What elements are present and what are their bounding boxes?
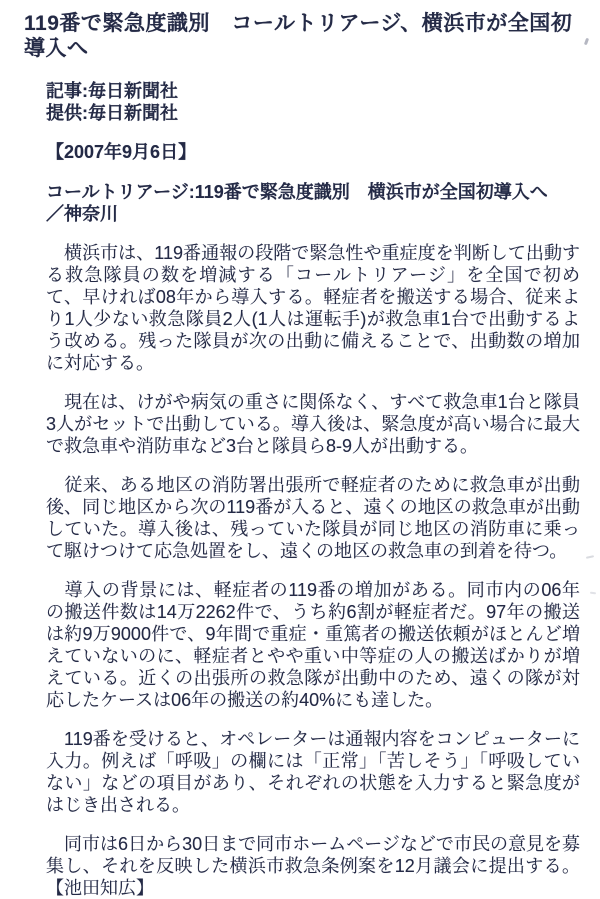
paragraph-public-comment: 同市は6日から30日まで同市ホームページなどで市民の意見を募集し、それを反映した横浜市救急条例案を12月議会に提出する。【池田知広】 [46, 834, 580, 898]
article-date: 【2007年9月6日】 [46, 142, 197, 162]
article-title: 119番で緊急度識別 コールトリアージ、横浜市が全国初導入へ [24, 12, 573, 60]
paragraph-background: 導入の背景には、軽症者の119番の増加がある。同市内の06年の搬送件数は14万2262件で、うち約6割が軽症者だ。97年の搬送は約9万9000件で、9年間で重症・重篤者の搬送依頼がほとんど増えていないのに、軽症者とやや重い中等症の人の搬送ばかりが増えている。近くの出張所の救急隊が出動中のため、遠くの隊が対応したケースは06年の搬送の約40%にも達した。 [46, 580, 580, 710]
paragraph-operator-input: 119番を受けると、オペレーターは通報内容をコンピューターに入力。例えば「呼吸」の欄には「正常」「苦しそう」「呼吸していない」などの項目があり、それぞれの状態を入力すると緊急度がはじき出される。 [46, 729, 580, 815]
article-headline: コールトリアージ:119番で緊急度識別 横浜市が全国初導入へ ／神奈川 [46, 182, 566, 224]
article-body [0, 80, 600, 899]
paragraph-current-system: 現在は、けがや病気の重さに関係なく、すべて救急車1台と隊員3人がセットで出動している。導入後は、緊急度が高い場合に最大で救急車や消防車など3台と隊員ら8-9人が出動する。 [46, 392, 580, 456]
credits-block [46, 80, 580, 124]
paragraph-dispatch-change: 従来、ある地区の消防署出張所で軽症者のために救急車が出動後、同じ地区から次の119番が入ると、遠くの地区の救急車が出動していた。導入後は、残っていた隊員が同じ地区の消防車に乗って駆けつけて応急処置をし、遠くの地区の救急車の到着を待つ。 [46, 475, 580, 561]
credit-source: 記事:毎日新聞社 [46, 81, 178, 101]
credit-provider: 提供:毎日新聞社 [46, 103, 178, 123]
paragraph-intro: 横浜市は、119番通報の段階で緊急性や重症度を判断して出動する救急隊員の数を増減する「コールトリアージ」を全国で初めて、早ければ08年から導入する。軽症者を搬送する場合、従来より1人少ない救急隊員2人(1人は運転手)が救急車1台で出動するよう改める。残った隊員が次の出動に備えることで、出動数の増加に対応する。 [46, 243, 580, 373]
